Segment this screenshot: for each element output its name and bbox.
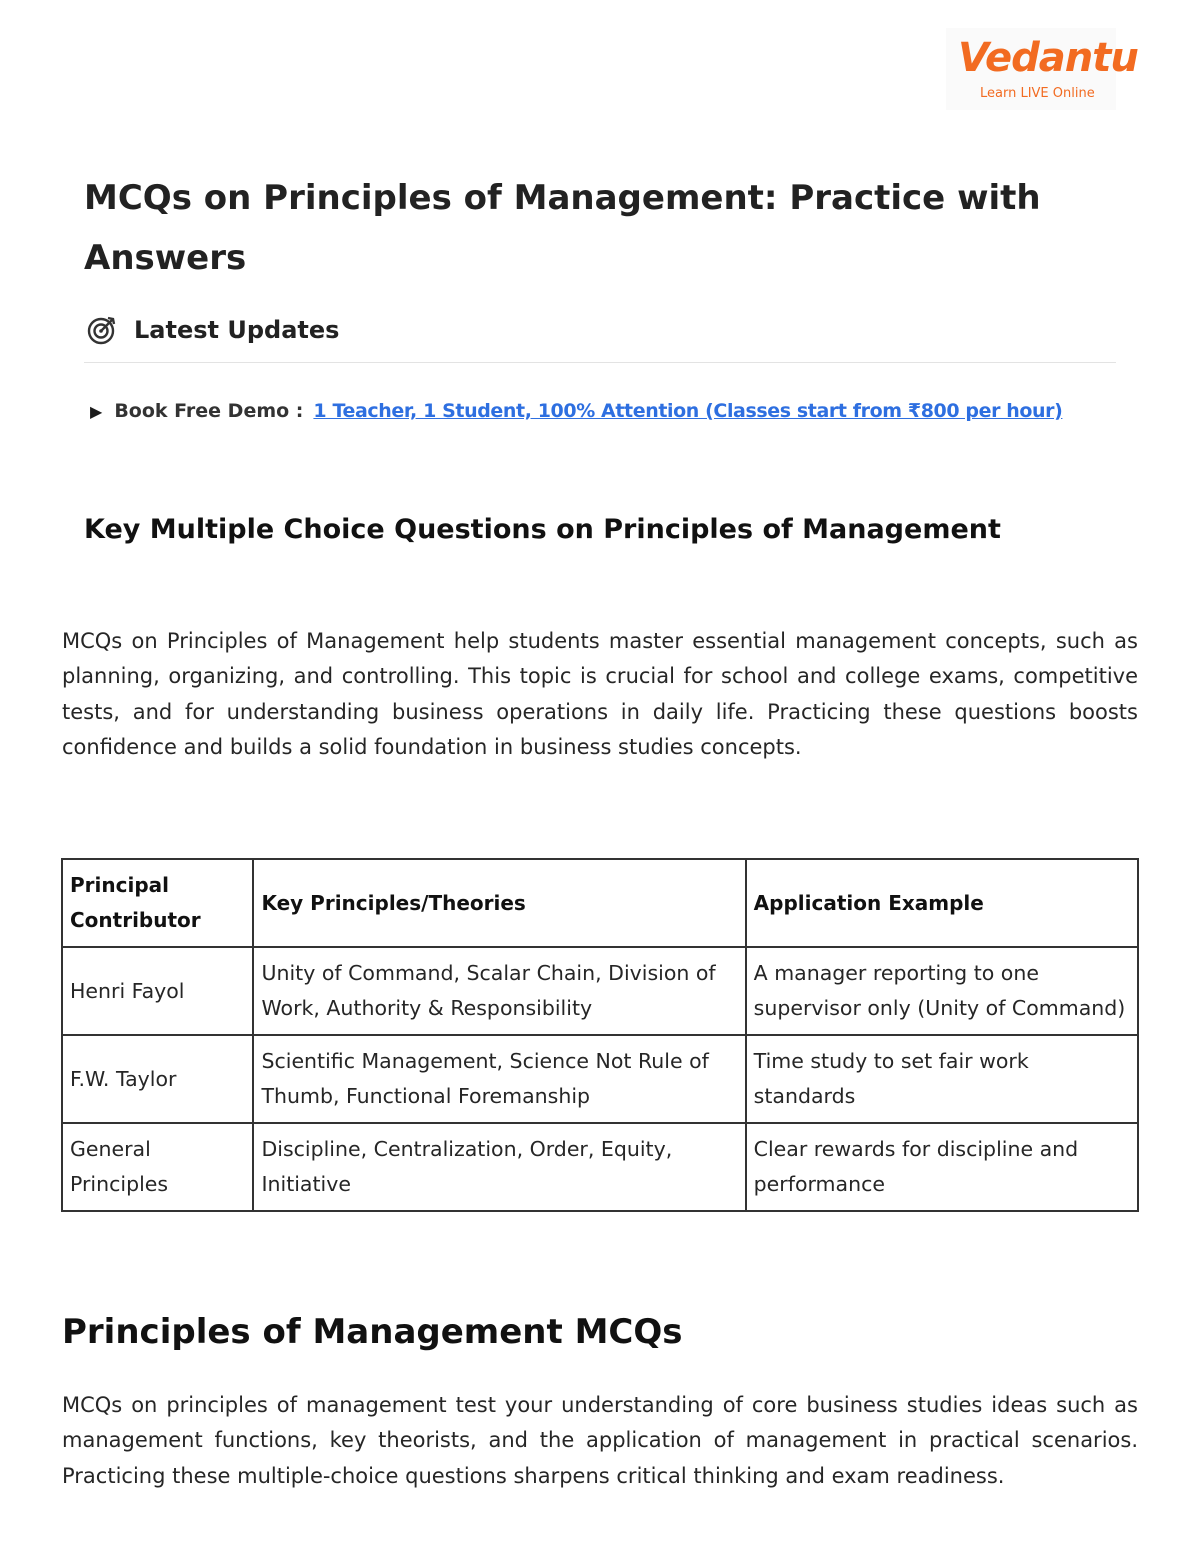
- table-cell: Henri Fayol: [62, 947, 253, 1035]
- mcqs-paragraph: MCQs on principles of management test your understanding of core business studies ideas such as management functions, key theorists, and the application of management in practical scenarios. Practicing these multiple-choice questions sharpens critical thinking and exam readiness.: [62, 1393, 1138, 1488]
- table-cell: F.W. Taylor: [62, 1035, 253, 1123]
- table-cell: Scientific Management, Science Not Rule of Thumb, Functional Foremanship: [253, 1035, 745, 1123]
- logo-wordmark: Vedantu: [958, 35, 1138, 81]
- table-header-cell: Principal Contributor: [62, 859, 253, 947]
- table-cell: A manager reporting to one supervisor only (Unity of Command): [746, 947, 1138, 1035]
- section-heading-mcqs: Principles of Management MCQs: [62, 1312, 683, 1352]
- intro-paragraph: MCQs on Principles of Management help students master essential management concepts, such as planning, organizing, and controlling. This topic is crucial for school and college exams, competitive tests, and for understanding business operations in daily life. Practicing these questions boosts confidence and builds a solid foundation in business studies concepts.: [62, 629, 1138, 759]
- table-cell: Unity of Command, Scalar Chain, Division of Work, Authority & Responsibility: [253, 947, 745, 1035]
- book-demo-label: Book Free Demo :: [114, 400, 304, 422]
- latest-updates-label: Latest Updates: [134, 316, 340, 344]
- caret-right-icon: ▶: [90, 401, 103, 421]
- logo-tagline: Learn LIVE Online: [980, 86, 1095, 101]
- table-header-cell: Application Example: [746, 859, 1138, 947]
- book-demo-link[interactable]: 1 Teacher, 1 Student, 100% Attention (Classes start from ₹800 per hour): [313, 400, 1063, 422]
- table-header-row: [62, 859, 1138, 947]
- page-title: MCQs on Principles of Management: Practice with Answers: [84, 178, 1041, 278]
- table-header-cell: Key Principles/Theories: [253, 859, 745, 947]
- table-cell: Time study to set fair work standards: [746, 1035, 1138, 1123]
- target-icon: [86, 314, 118, 346]
- principles-table: [61, 858, 1139, 1212]
- table-row: [62, 1035, 1138, 1123]
- table-cell: General Principles: [62, 1123, 253, 1211]
- table-row: [62, 1123, 1138, 1211]
- divider: [84, 362, 1116, 363]
- section-heading-key-mcqs: Key Multiple Choice Questions on Principles of Management: [84, 514, 1001, 545]
- vedantu-logo[interactable]: [946, 28, 1138, 110]
- table-cell: Discipline, Centralization, Order, Equity, Initiative: [253, 1123, 745, 1211]
- table-row: [62, 947, 1138, 1035]
- book-demo-row: [90, 396, 1062, 426]
- latest-updates[interactable]: [86, 310, 339, 350]
- table-cell: Clear rewards for discipline and performance: [746, 1123, 1138, 1211]
